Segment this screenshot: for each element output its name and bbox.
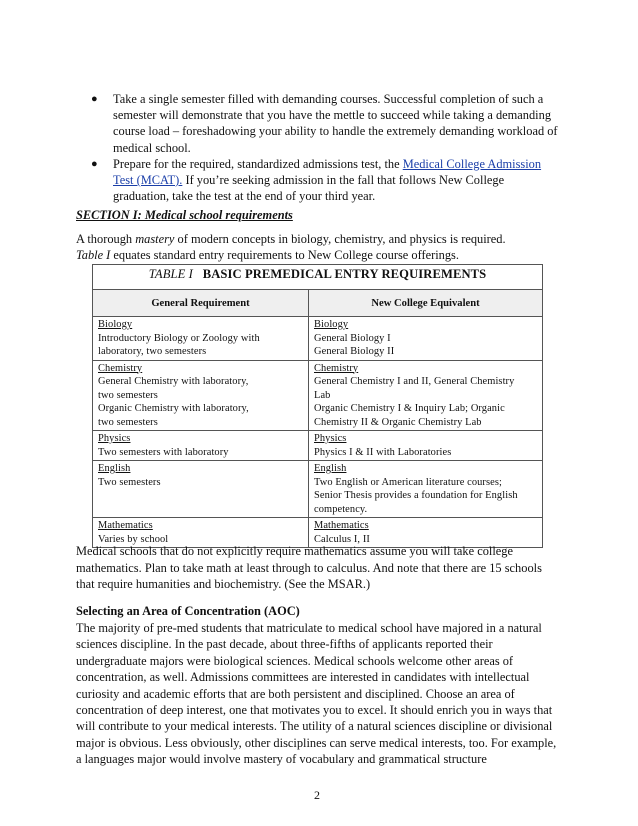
cell-subject: Biology (98, 319, 133, 330)
bullet-item (89, 91, 559, 156)
cell-subject: Biology (314, 319, 349, 330)
cell-line: General Chemistry with laboratory, (98, 376, 249, 387)
equivalent-cell (309, 431, 543, 461)
requirement-cell (93, 431, 309, 461)
equivalent-cell (309, 317, 543, 361)
mcat-link[interactable]: Medical College Admission Test (MCAT). (113, 156, 542, 188)
aoc-paragraph: The majority of pre-med students that matriculate to medical school have majored in a natural sciences discipline. In the past decade, about three-fifths of applicants reported their undergraduate majors were biological sciences. Medical schools welcome other areas of concentration, as well. Admissions committees are interested in candidates with intellectual curiosity and academic efforts that are both persistent and disciplined. Choose an area of concentration of deep interest, one that motivates you to excel. It should enrich you in ways that will contribute to your medical interests. The utility of a natural sciences discipline or divisional major is obvious. Less obviously, other disciplines can serve medical interests, too. For example, a languages major would involve mastery of vocabulary and grammatical structure (76, 621, 557, 767)
equivalent-cell (309, 461, 543, 518)
cell-line: two semesters (98, 389, 158, 401)
table-reference: Table I (76, 248, 111, 262)
column-header-general: General Requirement (93, 290, 309, 317)
cell-line: Two semesters with laboratory (98, 446, 229, 458)
intro-text: A thorough (76, 232, 136, 246)
table-row (93, 317, 543, 361)
cell-line: General Chemistry I and II, General Chemistry (314, 376, 515, 387)
equivalent-cell (309, 360, 543, 431)
requirement-cell (93, 317, 309, 361)
cell-line: Introductory Biology or Zoology with (98, 332, 260, 344)
intro-emphasis: mastery (135, 232, 175, 246)
cell-line: Organic Chemistry I & Inquiry Lab; Organic (314, 403, 505, 414)
cell-subject: English (314, 463, 347, 474)
requirements-table (92, 264, 543, 548)
table-body (93, 317, 543, 548)
intro-paragraph (76, 231, 556, 263)
table-caption-title: BASIC PREMEDICAL ENTRY REQUIREMENTS (202, 267, 487, 281)
intro-text: of modern concepts in biology, chemistry, and physics is required. (174, 232, 506, 246)
aoc-heading: Selecting an Area of Concentration (AOC) (76, 604, 300, 618)
bullet-text: Take a single semester filled with demanding courses. Successful completion of such a semester will demonstrate that you have the mettle to succeed while taking a demanding course load – foreshadowing your ability to handle the extremely demanding workload of medical school. (113, 92, 558, 155)
cell-line: General Biology II (314, 346, 395, 357)
cell-line: Organic Chemistry with laboratory, (98, 403, 249, 414)
cell-line: two semesters (98, 416, 158, 428)
bullet-icon: ● (91, 157, 98, 170)
requirement-cell (93, 461, 309, 518)
bullet-icon: ● (91, 93, 98, 105)
cell-line: competency. (314, 503, 368, 515)
table-caption (93, 265, 543, 290)
cell-subject: Mathematics (98, 520, 153, 531)
cell-line: Physics I & II with Laboratories (314, 446, 452, 458)
bullet-text-after: If you’re seeking admission in the fall that follows New College graduation, take the test at the end of your third year. (113, 173, 505, 204)
intro-text: equates standard entry requirements to New College course offerings. (110, 248, 459, 262)
section-heading: SECTION I: Medical school requirements (76, 208, 293, 222)
table-row (93, 461, 543, 518)
cell-line: Two English or American literature courses; (314, 476, 502, 488)
cell-subject: Physics (98, 433, 131, 444)
math-paragraph: Medical schools that do not explicitly require mathematics assume you will take college mathematics. Plan to take math at least through to calculus. And note that there are 15 schools that require humanities and biochemistry. (See the MSAR.) (76, 544, 542, 592)
cell-subject: English (98, 463, 131, 474)
requirement-cell (93, 360, 309, 431)
page-number: 2 (314, 788, 320, 802)
cell-line: General Biology I (314, 332, 391, 344)
bullet-list (89, 91, 559, 204)
cell-subject: Physics (314, 433, 347, 444)
table-row (93, 431, 543, 461)
bullet-text-before: Prepare for the required, standardized admissions test, the (113, 156, 403, 171)
table-caption-label: TABLE I (148, 267, 193, 281)
column-header-equivalent: New College Equivalent (309, 290, 543, 317)
table-header-row (93, 290, 543, 317)
cell-line: Two semesters (98, 476, 161, 488)
cell-line: Calculus I, II (314, 533, 370, 545)
cell-subject: Chemistry (314, 362, 359, 374)
cell-line: Senior Thesis provides a foundation for English (314, 490, 518, 501)
bullet-item (89, 156, 559, 205)
cell-line: Lab (314, 389, 331, 401)
cell-subject: Chemistry (98, 362, 143, 374)
cell-subject: Mathematics (314, 520, 369, 531)
cell-line: laboratory, two semesters (98, 346, 207, 357)
table-row (93, 360, 543, 431)
cell-line: Chemistry II & Organic Chemistry Lab (314, 416, 482, 428)
cell-line: Varies by school (98, 533, 169, 545)
